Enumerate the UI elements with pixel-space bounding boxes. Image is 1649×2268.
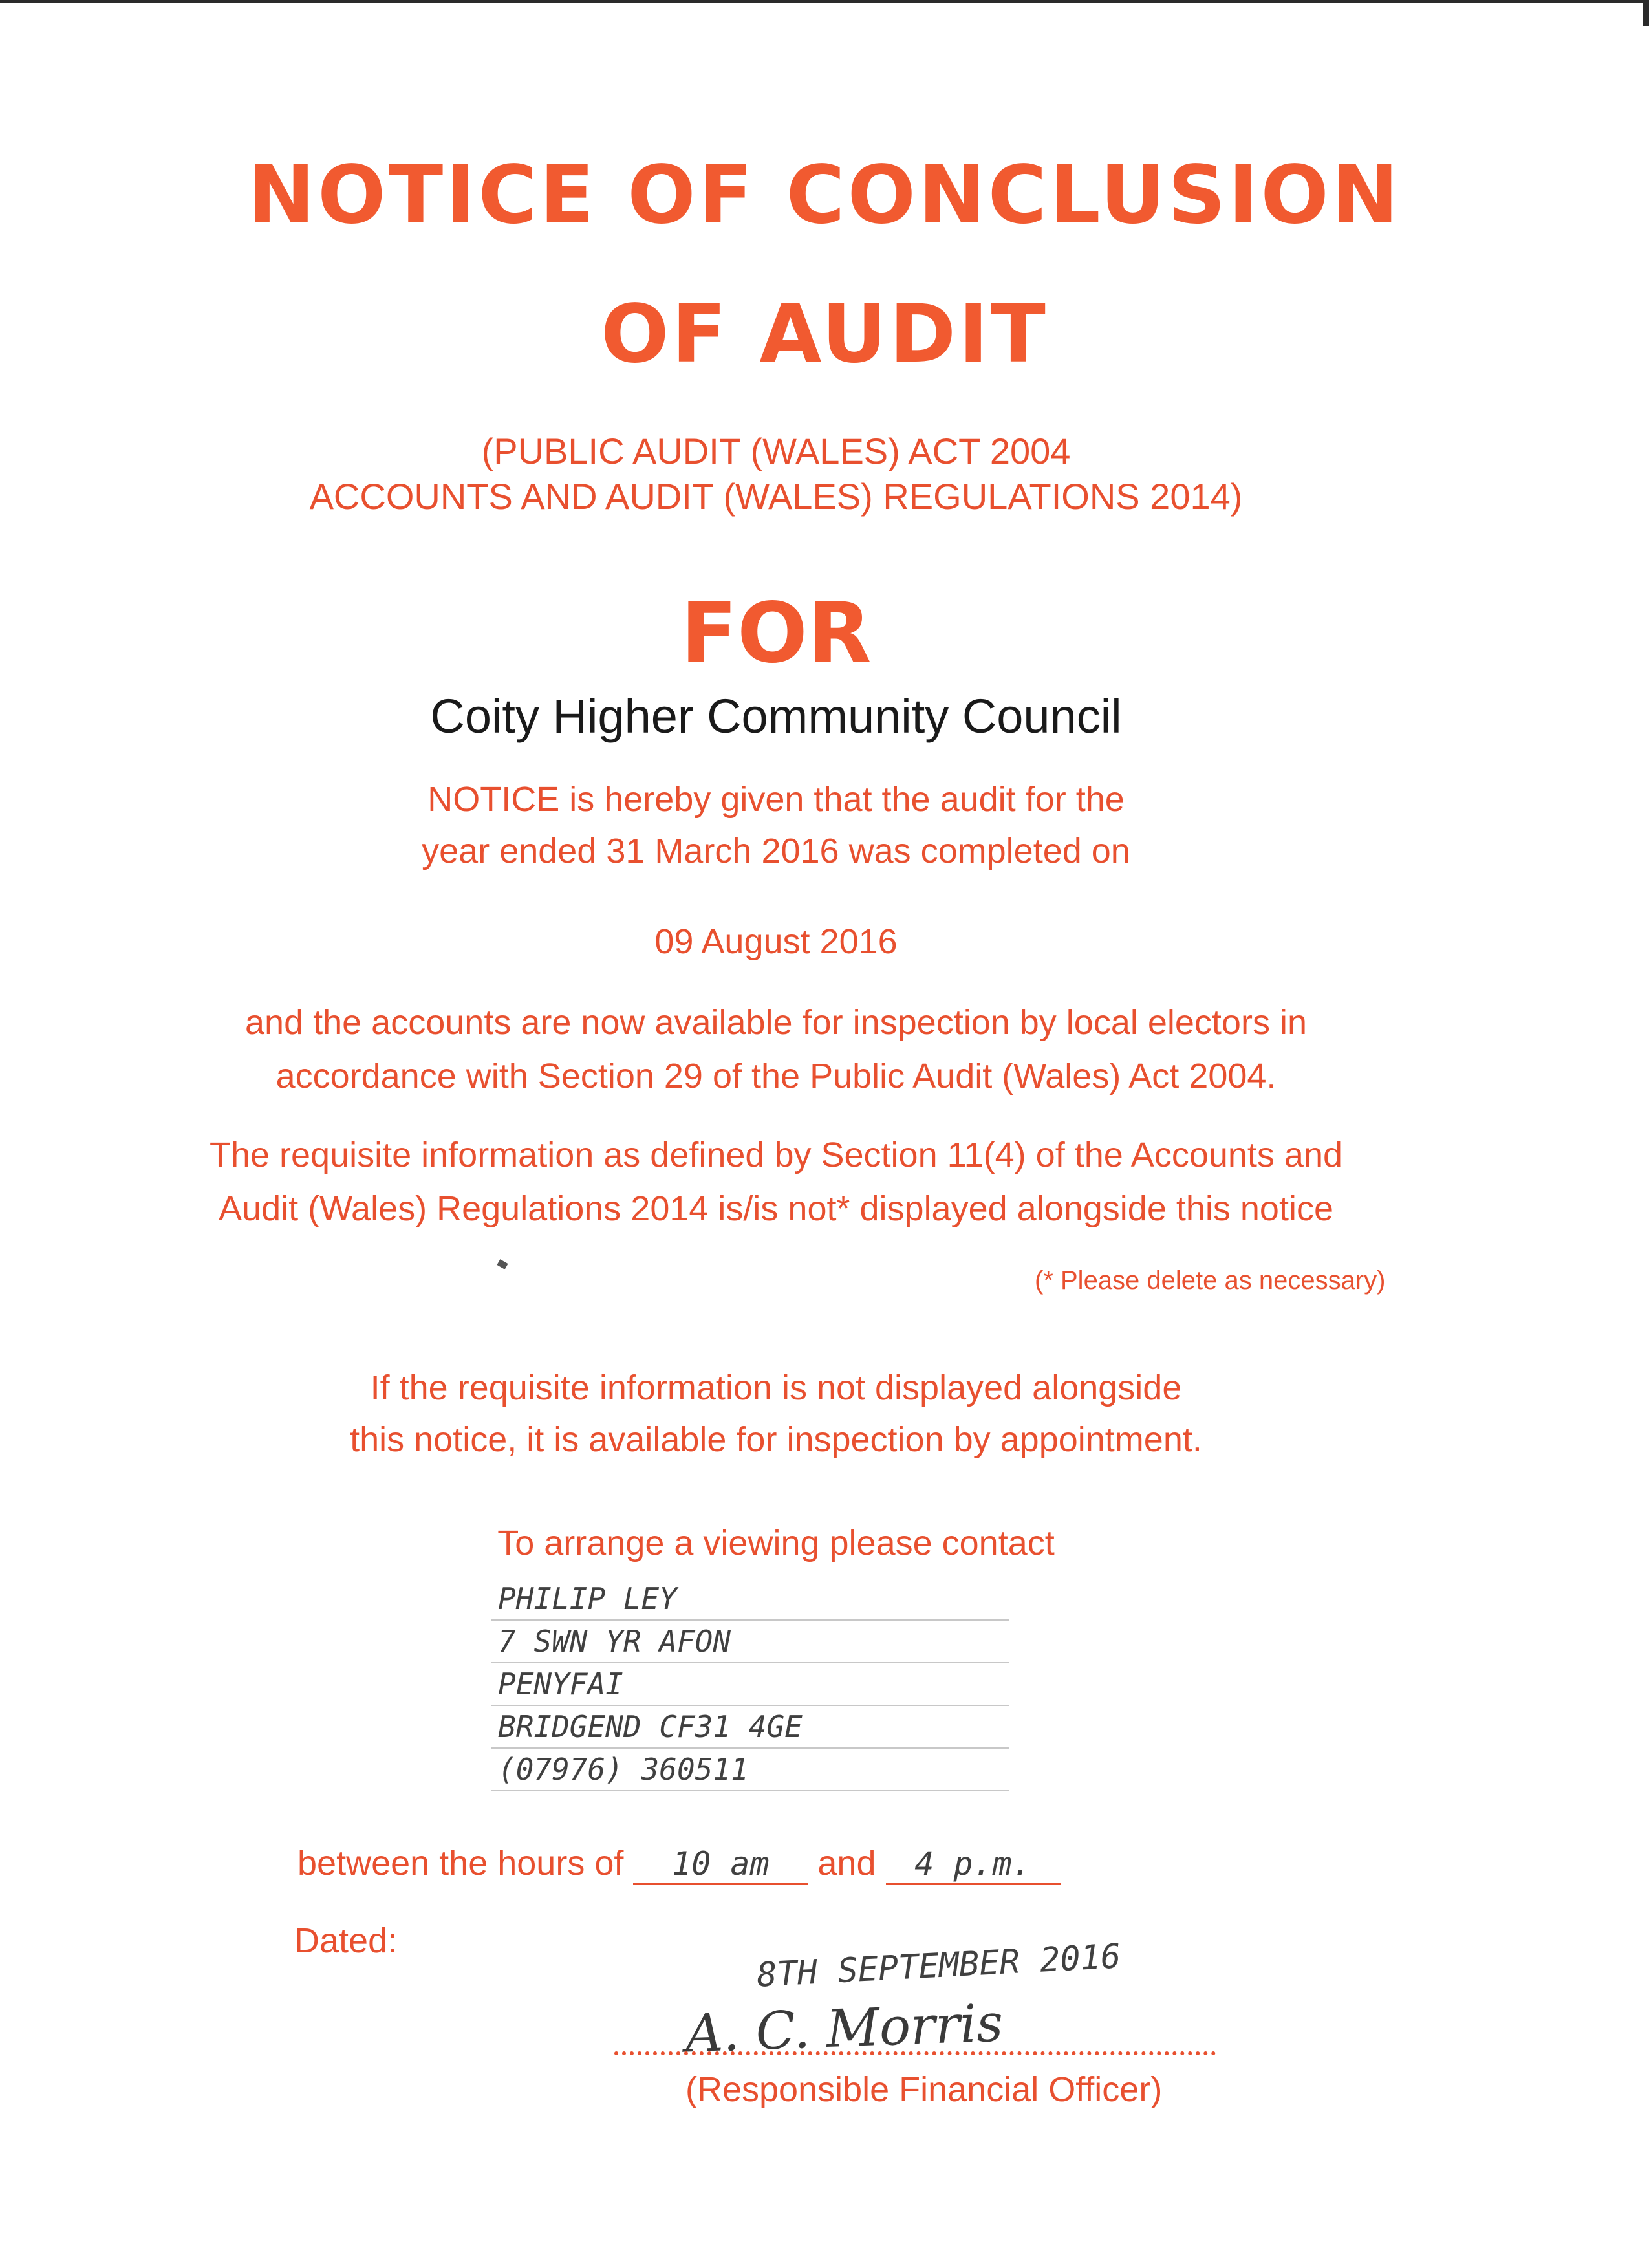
signature-line — [614, 2051, 1216, 2055]
completion-date: 09 August 2016 — [654, 922, 898, 961]
notice-text-line: and the accounts are now available for inspection by local electors in — [245, 1003, 1307, 1042]
contact-name: PHILIP LEY — [491, 1578, 1009, 1621]
notice-text-line: Audit (Wales) Regulations 2014 is/is not* displayed alongside this notice — [219, 1189, 1333, 1228]
hours-label: between the hours of — [297, 1844, 624, 1883]
council-name: Coity Higher Community Council — [430, 689, 1122, 743]
contact-intro: To arrange a viewing please contact — [497, 1524, 1055, 1562]
dated-label: Dated: — [294, 1921, 398, 1960]
inspection-text-line: this notice, it is available for inspection by appointment. — [350, 1420, 1202, 1459]
dated-value: 8TH SEPTEMBER 2016 — [755, 1937, 1122, 1995]
signatory-role: (Responsible Financial Officer) — [685, 2070, 1163, 2109]
notice-text-line: year ended 31 March 2016 was completed on — [422, 832, 1130, 870]
scan-edge — [1643, 0, 1649, 26]
contact-address-line: PENYFAI — [491, 1663, 1009, 1706]
contact-address-line: BRIDGEND CF31 4GE — [491, 1706, 1009, 1749]
act-reference-2: ACCOUNTS AND AUDIT (WALES) REGULATIONS 2014) — [309, 476, 1243, 517]
viewing-hours — [297, 1843, 1061, 1885]
notice-title-line-1: NOTICE OF CONCLUSION — [248, 149, 1401, 242]
inspection-text-line: If the requisite information is not displayed alongside — [370, 1368, 1182, 1407]
hours-and: and — [817, 1844, 876, 1883]
contact-phone: (07976) 360511 — [491, 1749, 1009, 1791]
scan-speck — [497, 1259, 508, 1269]
hours-from: 10 am — [633, 1845, 808, 1885]
act-reference-1: (PUBLIC AUDIT (WALES) ACT 2004 — [481, 431, 1071, 471]
notice-text-line: The requisite information as defined by Section 11(4) of the Accounts and — [209, 1136, 1343, 1174]
notice-title-line-2: OF AUDIT — [601, 288, 1048, 381]
contact-address-line: 7 SWN YR AFON — [491, 1621, 1009, 1663]
notice-text-line: NOTICE is hereby given that the audit for the — [427, 780, 1125, 819]
notice-text-line: accordance with Section 29 of the Public Audit (Wales) Act 2004. — [275, 1057, 1277, 1096]
delete-footnote: (* Please delete as necessary) — [1035, 1266, 1386, 1295]
hours-to: 4 p.m. — [886, 1845, 1061, 1885]
scan-edge — [0, 0, 1649, 3]
contact-details — [491, 1578, 1009, 1791]
signature: A. C. Morris — [684, 1993, 1004, 2064]
for-heading: FOR — [680, 585, 872, 682]
